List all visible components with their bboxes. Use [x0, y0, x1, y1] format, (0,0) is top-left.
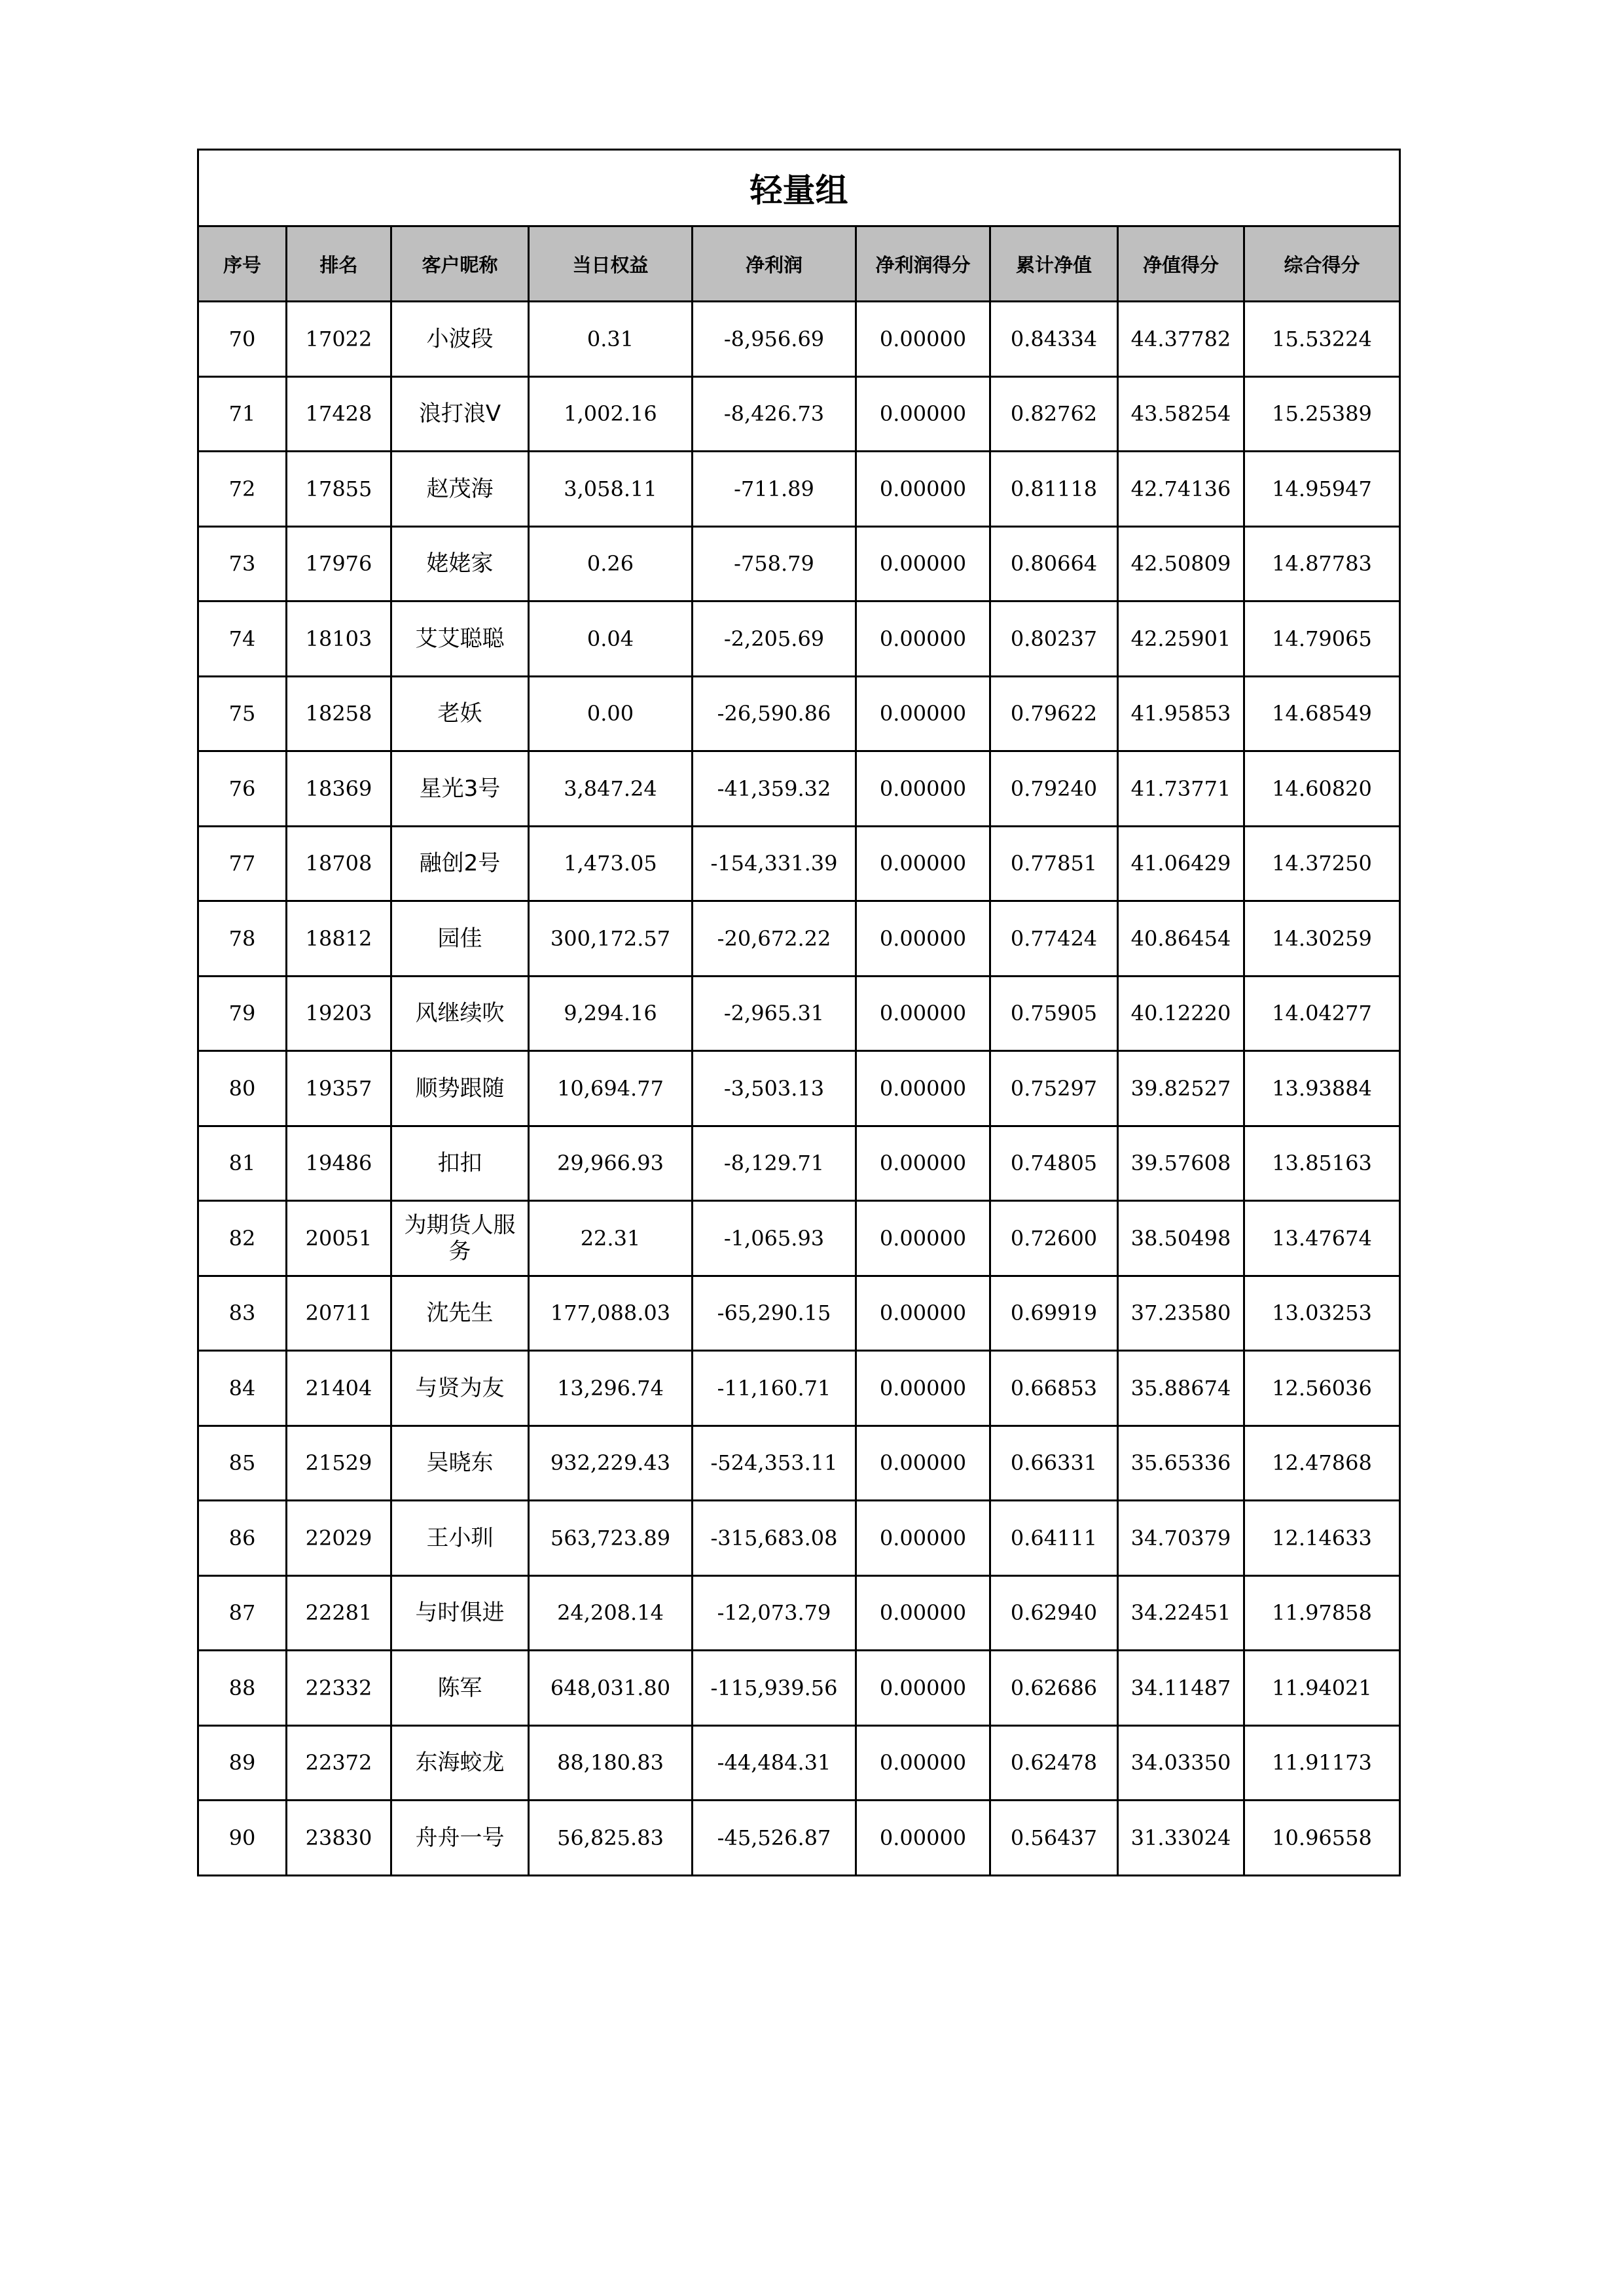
nav-score-cell: 42.74136	[1118, 452, 1244, 527]
cumulative-nav-cell: 0.69919	[990, 1276, 1118, 1351]
nav-score-cell: 41.06429	[1118, 826, 1244, 901]
cumulative-nav-cell: 0.75905	[990, 976, 1118, 1051]
table-row	[198, 1426, 1400, 1501]
daily-equity-cell: 563,723.89	[529, 1501, 693, 1576]
net-profit-cell: -44,484.31	[693, 1725, 856, 1801]
total-score-cell: 14.60820	[1244, 751, 1400, 827]
net-profit-cell: -45,526.87	[693, 1801, 856, 1876]
net-profit-cell: -115,939.56	[693, 1651, 856, 1726]
cumulative-nav-cell: 0.84334	[990, 302, 1118, 377]
daily-equity-cell: 9,294.16	[529, 976, 693, 1051]
index-cell: 73	[198, 526, 287, 601]
net-profit-cell: -8,129.71	[693, 1126, 856, 1201]
net-profit-cell: -26,590.86	[693, 676, 856, 751]
rank-cell: 20711	[287, 1276, 391, 1351]
index-cell: 80	[198, 1051, 287, 1126]
cumulative-nav-cell: 0.72600	[990, 1201, 1118, 1276]
index-cell: 84	[198, 1351, 287, 1426]
daily-equity-cell: 0.04	[529, 601, 693, 677]
table-row	[198, 976, 1400, 1051]
daily-equity-cell: 1,473.05	[529, 826, 693, 901]
rank-cell: 19486	[287, 1126, 391, 1201]
index-cell: 78	[198, 901, 287, 977]
net-profit-score-cell: 0.00000	[856, 1501, 990, 1576]
net-profit-cell: -524,353.11	[693, 1426, 856, 1501]
total-score-cell: 13.93884	[1244, 1051, 1400, 1126]
daily-equity-cell: 0.00	[529, 676, 693, 751]
rank-cell: 17428	[287, 376, 391, 452]
nickname-cell: 顺势跟随	[391, 1051, 529, 1126]
nickname-cell: 舟舟一号	[391, 1801, 529, 1876]
total-score-cell: 14.87783	[1244, 526, 1400, 601]
title-row	[198, 150, 1400, 226]
index-cell: 90	[198, 1801, 287, 1876]
table-row	[198, 601, 1400, 677]
index-cell: 76	[198, 751, 287, 827]
column-header-rank: 排名	[287, 226, 391, 302]
nav-score-cell: 42.25901	[1118, 601, 1244, 677]
table-body	[198, 302, 1400, 1876]
cumulative-nav-cell: 0.77851	[990, 826, 1118, 901]
table-row	[198, 826, 1400, 901]
table-row	[198, 751, 1400, 827]
table-row	[198, 901, 1400, 977]
net-profit-score-cell: 0.00000	[856, 1801, 990, 1876]
daily-equity-cell: 29,966.93	[529, 1126, 693, 1201]
daily-equity-cell: 13,296.74	[529, 1351, 693, 1426]
total-score-cell: 12.56036	[1244, 1351, 1400, 1426]
net-profit-score-cell: 0.00000	[856, 1426, 990, 1501]
nickname-cell: 陈军	[391, 1651, 529, 1726]
cumulative-nav-cell: 0.62686	[990, 1651, 1118, 1726]
table-row	[198, 1051, 1400, 1126]
rank-cell: 22332	[287, 1651, 391, 1726]
rank-cell: 17022	[287, 302, 391, 377]
nickname-cell: 园佳	[391, 901, 529, 977]
net-profit-cell: -8,426.73	[693, 376, 856, 452]
index-cell: 87	[198, 1575, 287, 1651]
daily-equity-cell: 10,694.77	[529, 1051, 693, 1126]
nav-score-cell: 38.50498	[1118, 1201, 1244, 1276]
net-profit-cell: -758.79	[693, 526, 856, 601]
net-profit-score-cell: 0.00000	[856, 676, 990, 751]
table-title: 轻量组	[198, 150, 1400, 226]
rank-cell: 18369	[287, 751, 391, 827]
nickname-cell: 扣扣	[391, 1126, 529, 1201]
net-profit-score-cell: 0.00000	[856, 1651, 990, 1726]
rank-cell: 17855	[287, 452, 391, 527]
total-score-cell: 14.68549	[1244, 676, 1400, 751]
net-profit-cell: -711.89	[693, 452, 856, 527]
index-cell: 75	[198, 676, 287, 751]
cumulative-nav-cell: 0.80237	[990, 601, 1118, 677]
daily-equity-cell: 177,088.03	[529, 1276, 693, 1351]
rank-cell: 21404	[287, 1351, 391, 1426]
nav-score-cell: 34.22451	[1118, 1575, 1244, 1651]
total-score-cell: 15.25389	[1244, 376, 1400, 452]
rank-cell: 18258	[287, 676, 391, 751]
nav-score-cell: 34.03350	[1118, 1725, 1244, 1801]
total-score-cell: 11.94021	[1244, 1651, 1400, 1726]
nav-score-cell: 44.37782	[1118, 302, 1244, 377]
table-row	[198, 676, 1400, 751]
cumulative-nav-cell: 0.66853	[990, 1351, 1118, 1426]
table-row	[198, 376, 1400, 452]
table-row	[198, 1351, 1400, 1426]
total-score-cell: 14.37250	[1244, 826, 1400, 901]
net-profit-score-cell: 0.00000	[856, 526, 990, 601]
total-score-cell: 12.47868	[1244, 1426, 1400, 1501]
rank-cell: 18812	[287, 901, 391, 977]
net-profit-score-cell: 0.00000	[856, 452, 990, 527]
nav-score-cell: 39.82527	[1118, 1051, 1244, 1126]
rank-cell: 18708	[287, 826, 391, 901]
net-profit-score-cell: 0.00000	[856, 1575, 990, 1651]
nav-score-cell: 40.12220	[1118, 976, 1244, 1051]
nav-score-cell: 43.58254	[1118, 376, 1244, 452]
nav-score-cell: 37.23580	[1118, 1276, 1244, 1351]
table-row	[198, 1725, 1400, 1801]
net-profit-score-cell: 0.00000	[856, 976, 990, 1051]
index-cell: 82	[198, 1201, 287, 1276]
rank-cell: 22372	[287, 1725, 391, 1801]
cumulative-nav-cell: 0.64111	[990, 1501, 1118, 1576]
rank-cell: 22029	[287, 1501, 391, 1576]
nickname-cell: 与贤为友	[391, 1351, 529, 1426]
column-header-nickname: 客户昵称	[391, 226, 529, 302]
nickname-cell: 东海蛟龙	[391, 1725, 529, 1801]
nav-score-cell: 34.11487	[1118, 1651, 1244, 1726]
cumulative-nav-cell: 0.80664	[990, 526, 1118, 601]
nickname-cell: 小波段	[391, 302, 529, 377]
cumulative-nav-cell: 0.81118	[990, 452, 1118, 527]
daily-equity-cell: 932,229.43	[529, 1426, 693, 1501]
rank-cell: 19357	[287, 1051, 391, 1126]
net-profit-score-cell: 0.00000	[856, 1201, 990, 1276]
rank-cell: 18103	[287, 601, 391, 677]
total-score-cell: 12.14633	[1244, 1501, 1400, 1576]
nickname-cell: 与时俱进	[391, 1575, 529, 1651]
rank-cell: 22281	[287, 1575, 391, 1651]
nickname-cell: 吴晓东	[391, 1426, 529, 1501]
net-profit-cell: -65,290.15	[693, 1276, 856, 1351]
column-header-daily-equity: 当日权益	[529, 226, 693, 302]
cumulative-nav-cell: 0.62940	[990, 1575, 1118, 1651]
column-header-total-score: 综合得分	[1244, 226, 1400, 302]
net-profit-score-cell: 0.00000	[856, 1351, 990, 1426]
daily-equity-cell: 648,031.80	[529, 1651, 693, 1726]
nickname-cell: 风继续吹	[391, 976, 529, 1051]
net-profit-score-cell: 0.00000	[856, 1051, 990, 1126]
index-cell: 86	[198, 1501, 287, 1576]
net-profit-cell: -11,160.71	[693, 1351, 856, 1426]
column-header-net-profit-score: 净利润得分	[856, 226, 990, 302]
net-profit-score-cell: 0.00000	[856, 1276, 990, 1351]
table-row	[198, 1801, 1400, 1876]
total-score-cell: 14.30259	[1244, 901, 1400, 977]
index-cell: 81	[198, 1126, 287, 1201]
table-row	[198, 1201, 1400, 1276]
cumulative-nav-cell: 0.75297	[990, 1051, 1118, 1126]
header-row	[198, 226, 1400, 302]
table-row	[198, 1276, 1400, 1351]
nav-score-cell: 42.50809	[1118, 526, 1244, 601]
daily-equity-cell: 22.31	[529, 1201, 693, 1276]
net-profit-cell: -2,205.69	[693, 601, 856, 677]
index-cell: 70	[198, 302, 287, 377]
nickname-cell: 融创2号	[391, 826, 529, 901]
nickname-cell: 艾艾聪聪	[391, 601, 529, 677]
daily-equity-cell: 3,847.24	[529, 751, 693, 827]
nickname-cell: 姥姥家	[391, 526, 529, 601]
total-score-cell: 14.95947	[1244, 452, 1400, 527]
net-profit-cell: -8,956.69	[693, 302, 856, 377]
table-row	[198, 1126, 1400, 1201]
net-profit-cell: -41,359.32	[693, 751, 856, 827]
nickname-cell: 星光3号	[391, 751, 529, 827]
index-cell: 79	[198, 976, 287, 1051]
nav-score-cell: 35.88674	[1118, 1351, 1244, 1426]
column-header-cumulative-nav: 累计净值	[990, 226, 1118, 302]
total-score-cell: 10.96558	[1244, 1801, 1400, 1876]
total-score-cell: 14.79065	[1244, 601, 1400, 677]
total-score-cell: 13.85163	[1244, 1126, 1400, 1201]
nickname-cell: 为期货人服务	[391, 1201, 529, 1276]
daily-equity-cell: 0.31	[529, 302, 693, 377]
cumulative-nav-cell: 0.82762	[990, 376, 1118, 452]
column-header-nav-score: 净值得分	[1118, 226, 1244, 302]
net-profit-score-cell: 0.00000	[856, 601, 990, 677]
cumulative-nav-cell: 0.79622	[990, 676, 1118, 751]
index-cell: 77	[198, 826, 287, 901]
net-profit-cell: -20,672.22	[693, 901, 856, 977]
table-row	[198, 1501, 1400, 1576]
cumulative-nav-cell: 0.77424	[990, 901, 1118, 977]
rank-cell: 17976	[287, 526, 391, 601]
nickname-cell: 赵茂海	[391, 452, 529, 527]
nav-score-cell: 41.73771	[1118, 751, 1244, 827]
total-score-cell: 14.04277	[1244, 976, 1400, 1051]
rank-cell: 21529	[287, 1426, 391, 1501]
nickname-cell: 老妖	[391, 676, 529, 751]
index-cell: 71	[198, 376, 287, 452]
net-profit-score-cell: 0.00000	[856, 1126, 990, 1201]
nav-score-cell: 35.65336	[1118, 1426, 1244, 1501]
daily-equity-cell: 24,208.14	[529, 1575, 693, 1651]
net-profit-score-cell: 0.00000	[856, 1725, 990, 1801]
table-row	[198, 1575, 1400, 1651]
nav-score-cell: 40.86454	[1118, 901, 1244, 977]
nav-score-cell: 31.33024	[1118, 1801, 1244, 1876]
cumulative-nav-cell: 0.62478	[990, 1725, 1118, 1801]
net-profit-score-cell: 0.00000	[856, 901, 990, 977]
ranking-table	[197, 149, 1401, 1876]
nickname-cell: 沈先生	[391, 1276, 529, 1351]
nickname-cell: 浪打浪V	[391, 376, 529, 452]
table-row	[198, 526, 1400, 601]
index-cell: 83	[198, 1276, 287, 1351]
rank-cell: 23830	[287, 1801, 391, 1876]
net-profit-cell: -154,331.39	[693, 826, 856, 901]
total-score-cell: 11.91173	[1244, 1725, 1400, 1801]
table-row	[198, 1651, 1400, 1726]
index-cell: 72	[198, 452, 287, 527]
index-cell: 89	[198, 1725, 287, 1801]
cumulative-nav-cell: 0.79240	[990, 751, 1118, 827]
total-score-cell: 15.53224	[1244, 302, 1400, 377]
total-score-cell: 13.47674	[1244, 1201, 1400, 1276]
nav-score-cell: 39.57608	[1118, 1126, 1244, 1201]
column-header-net-profit: 净利润	[693, 226, 856, 302]
daily-equity-cell: 88,180.83	[529, 1725, 693, 1801]
net-profit-cell: -2,965.31	[693, 976, 856, 1051]
net-profit-score-cell: 0.00000	[856, 302, 990, 377]
cumulative-nav-cell: 0.66331	[990, 1426, 1118, 1501]
net-profit-score-cell: 0.00000	[856, 826, 990, 901]
net-profit-cell: -1,065.93	[693, 1201, 856, 1276]
index-cell: 74	[198, 601, 287, 677]
daily-equity-cell: 0.26	[529, 526, 693, 601]
table-row	[198, 302, 1400, 377]
total-score-cell: 13.03253	[1244, 1276, 1400, 1351]
net-profit-cell: -315,683.08	[693, 1501, 856, 1576]
rank-cell: 19203	[287, 976, 391, 1051]
daily-equity-cell: 300,172.57	[529, 901, 693, 977]
nickname-cell: 王小玔	[391, 1501, 529, 1576]
daily-equity-cell: 56,825.83	[529, 1801, 693, 1876]
net-profit-cell: -12,073.79	[693, 1575, 856, 1651]
total-score-cell: 11.97858	[1244, 1575, 1400, 1651]
index-cell: 85	[198, 1426, 287, 1501]
net-profit-score-cell: 0.00000	[856, 751, 990, 827]
net-profit-score-cell: 0.00000	[856, 376, 990, 452]
daily-equity-cell: 3,058.11	[529, 452, 693, 527]
column-header-index: 序号	[198, 226, 287, 302]
nav-score-cell: 34.70379	[1118, 1501, 1244, 1576]
rank-cell: 20051	[287, 1201, 391, 1276]
table-row	[198, 452, 1400, 527]
cumulative-nav-cell: 0.74805	[990, 1126, 1118, 1201]
cumulative-nav-cell: 0.56437	[990, 1801, 1118, 1876]
net-profit-cell: -3,503.13	[693, 1051, 856, 1126]
index-cell: 88	[198, 1651, 287, 1726]
nav-score-cell: 41.95853	[1118, 676, 1244, 751]
daily-equity-cell: 1,002.16	[529, 376, 693, 452]
